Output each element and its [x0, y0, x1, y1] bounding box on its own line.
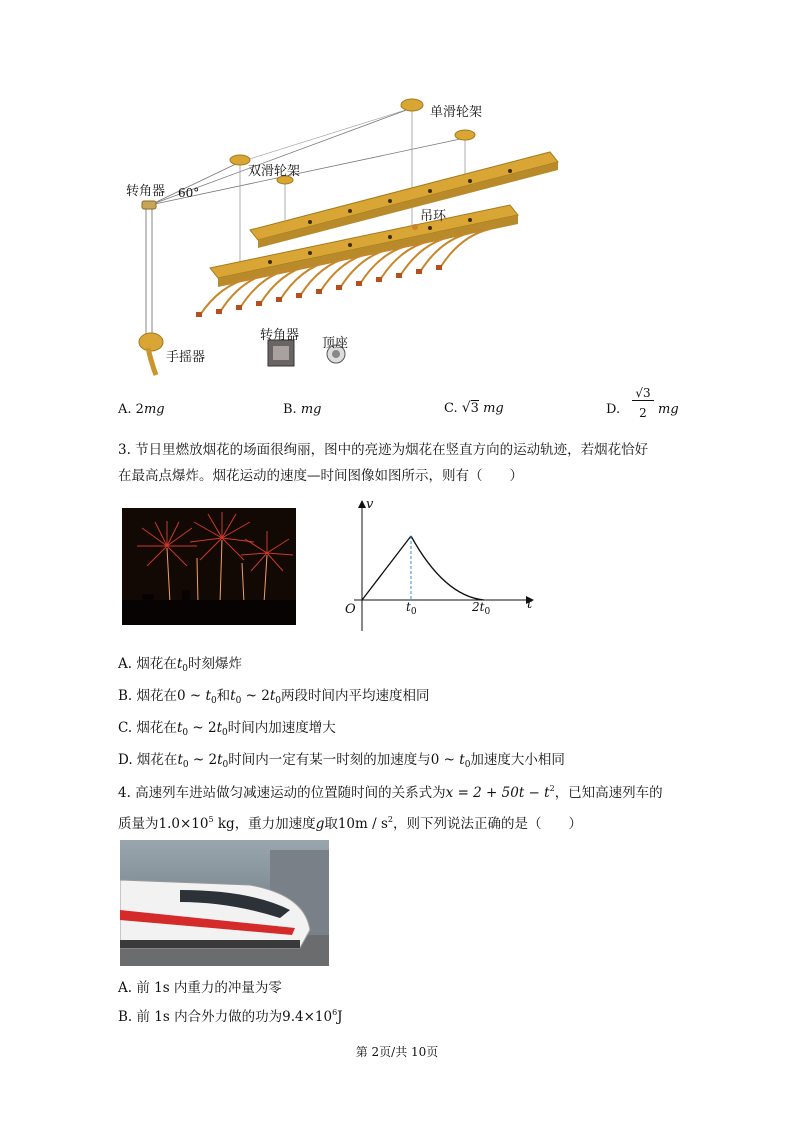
label-hand-crank: 手摇器 [166, 350, 206, 365]
q4-stem-line1: 4. 高速列车进站做匀减速运动的位置随时间的关系式为$x = 2 + 50t - t^2$，已知高速列车的 [118, 784, 663, 801]
q3-stem-line2: 在最高点爆炸。烟花运动的速度—时间图像如图所示，则有（ ） [118, 468, 523, 484]
train-photo [120, 840, 329, 966]
graph-origin-label: O [345, 602, 356, 617]
q3-option-b[interactable]: B. 烟花在0 ~ $t_0$和$t_0$ ~ $2t_0$两段时间内平均速度相同 [118, 688, 430, 706]
page-footer: 第 2页/共 10页 [355, 1045, 439, 1059]
q3-option-d[interactable]: D. 烟花在$t_0$ ~ $2t_0$时间内一定有某一时刻的加速度与0 ~ $t_0$加速度大小相同 [118, 752, 565, 770]
fireworks-photo [122, 508, 296, 625]
graph-2t0-label: $2t_0$ [472, 600, 491, 617]
q2-option-c[interactable]: C. √3 mg [444, 400, 504, 416]
graph-v-label: v [366, 497, 374, 512]
q4-option-b[interactable]: B. 前 1s 内合外力做的功为$9.4\times 10^6J$ [118, 1008, 343, 1025]
graph-t-label: t [527, 597, 533, 612]
label-hang-ring: 吊环 [420, 209, 447, 224]
label-angle: 60° [178, 186, 200, 200]
graph-t0-label: $t_0$ [406, 600, 417, 617]
label-double-pulley: 双滑轮架 [248, 164, 301, 179]
q2-option-a[interactable]: A. 2mg [118, 402, 165, 417]
velocity-time-graph [334, 496, 544, 636]
label-single-pulley: 单滑轮架 [430, 105, 483, 120]
q3-option-c[interactable]: C. 烟花在$t_0$ ~ $2t_0$时间内加速度增大 [118, 720, 336, 738]
graph-rise-line [362, 536, 411, 600]
q2-option-b[interactable]: B. mg [283, 402, 322, 417]
q3-option-a[interactable]: A. 烟花在$t_0$时刻爆炸 [118, 656, 243, 674]
q4-stem-line2: 质量为$1.0\times 10^5$ kg，重力加速度g取$10m / s^2$，则下列说法正确的是（ ） [118, 815, 582, 832]
graph-decay-curve [411, 536, 484, 600]
q4-option-a[interactable]: A. 前 1s 内重力的冲量为零 [118, 980, 282, 996]
label-corner-bottom: 转角器 [260, 328, 300, 343]
label-base: 顶座 [322, 336, 349, 351]
label-corner-top: 转角器 [126, 184, 166, 199]
q3-stem-line1: 3. 节日里燃放烟花的场面很绚丽，图中的亮迹为烟花在竖直方向的运动轨迹，若烟花恰好 [118, 442, 649, 458]
